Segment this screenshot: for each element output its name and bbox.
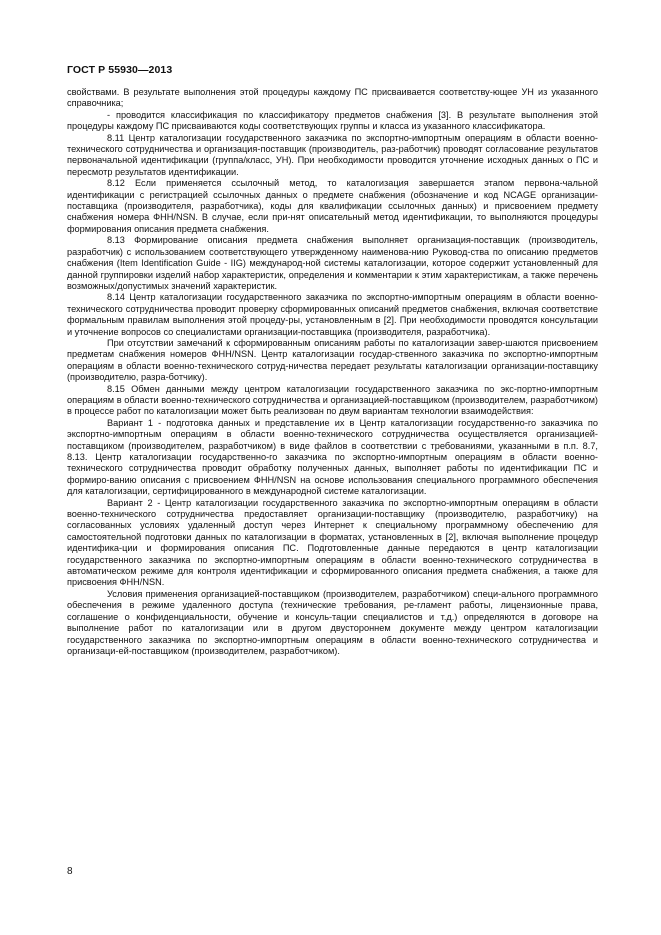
paragraph-8-15: 8.15 Обмен данными между центром каталогизации государственного заказчика по экс-портно-импортным операциям в области военно-технического сотрудничества и организацией-поставщиком (производителем, разработчиком) в процессе работ по каталогизации может быть реализован по двум вариантам технологии взаимодействия: [67,383,598,417]
paragraph-variant-1: Вариант 1 - подготовка данных и представление их в Центр каталогизации государственно-го заказчика по экспортно-импортным операциям в области военно-технического сотрудничества осуществляется организацией-поставщиком (производителем, разработчиком) в виде файлов в соответствии с требованиями, указанными в п.п. 8.7, 8.13. Центр каталогизации государственно-го заказчика по экспортно-импортным операциям в области военно-технического сотрудничества проводит обработку полученных данных, выполняет работы по идентификации ПС и формиро-ванию описания с присвоением ФНН/NSN на основе использования специального программного обеспечения для каталогизации, сертифицированного в международной системе каталогизации. [67,417,598,497]
paragraph-8-12: 8.12 Если применяется ссылочный метод, то каталогизация завершается этапом первона-чальной идентификации с регистрацией ссылочных данных о предмете снабжения (обозначение и код NCAGE организации-поставщика (производителя, разработчика), коды для квалификации ссылочных данных) и присвоением предмету снабжения номера ФНН/NSN. В случае, если при-нят описательный метод идентификации, то выполняются процедуры формирования описания предмета снабжения. [67,178,598,234]
paragraph-no-remarks: При отсутствии замечаний к сформированным описаниям работы по каталогизации завер-шаются присвоением предметам снабжения номеров ФНН/NSN. Центр каталогизации государ-ственного заказчика по экспортно-импортным операциям в области военно-технического сотруд-ничества передает результаты каталогизации организации-поставщику (производителю, разра-ботчику). [67,337,598,383]
paragraph-variant-2: Вариант 2 - Центр каталогизации государственного заказчика по экспортно-импортным операциям в области военно-технического сотрудничества предоставляет организации-поставщику (производителю, разработчику) на согласованных условиях удаленный доступ через Интернет к специальному программному обеспечению для самостоятельной подготовки данных по каталогизации в форматах, установленных в [2], включая выполнение процедур идентифика-ции и формирования описания ПС. Подготовленные данные передаются в центр каталогизации государственного заказчика по экспортно-импортным операциям в области военно-технического сотрудничества в автоматическом режиме для контроля идентификации и сформированного описания предмета снабжения, а также для присвоения ФНН/NSN. [67,497,598,588]
paragraph-8-14: 8.14 Центр каталогизации государственного заказчика по экспортно-импортным операциям в области военно-технического сотрудничества проводит проверку сформированных описаний предметов снабжения, включая соответствие формальным правилам выполнения этой процеду-ры, установленным в [2]. При необходимости проводятся консультации и уточнение вопросов со специалистами организации-поставщика (производителя, разработчика). [67,292,598,337]
paragraph-classification: - проводится классификация по классификатору предметов снабжения [3]. В результате выполнения этой процедуры каждому ПС присваиваются коды соответствующих группы и класса из указанного классификатора. [67,109,598,132]
document-body [67,87,598,657]
paragraph-8-13: 8.13 Формирование описания предмета снабжения выполняет организация-поставщик (производитель, разработчик) с использованием соответствующего утвержденному наименова-нию Руковод-ства по описанию предметов снабжения (Item Identification Guide - IIG) международ-ной системы каталогизации, которое содержит установленный для данной группировки изделий набор характеристик, определения и комментарии к этим характеристикам, а также перечень возможных/допустимых значений характеристик. [67,235,598,291]
page-number: 8 [67,866,73,877]
paragraph-8-11: 8.11 Центр каталогизации государственного заказчика по экспортно-импортным операциям в области военно-технического сотрудничества и организация-поставщик (производитель, раз-работчик) проводят согласование результатов первоначальной идентификации (группа/класс, УН). При необходимости проводится уточнение исходных данных о ПС и пересмотр результатов идентификации. [67,132,598,177]
paragraph-continuation: свойствами. В результате выполнения этой процедуры каждому ПС присваивается соответству-ющее УН из указанного справочника; [67,87,598,109]
paragraph-conditions: Условия применения организацией-поставщиком (производителем, разработчиком) специ-ального программного обеспечения в режиме удаленного доступа (технические требования, ре-гламент работы, лицензионные права, соглашение о конфиденциальности, обучение и консуль-тации специалистов и т.д.) определяются в договоре на выполнение работ по каталогизации или в другом двустороннем документе между центром каталогизации государственного заказчика по экспортно-импортным операциям в области военно-технического сотрудничества и организаци-ей-поставщиком (производителем, разработчиком). [67,588,598,656]
document-header-title: ГОСТ Р 55930—2013 [67,64,173,76]
